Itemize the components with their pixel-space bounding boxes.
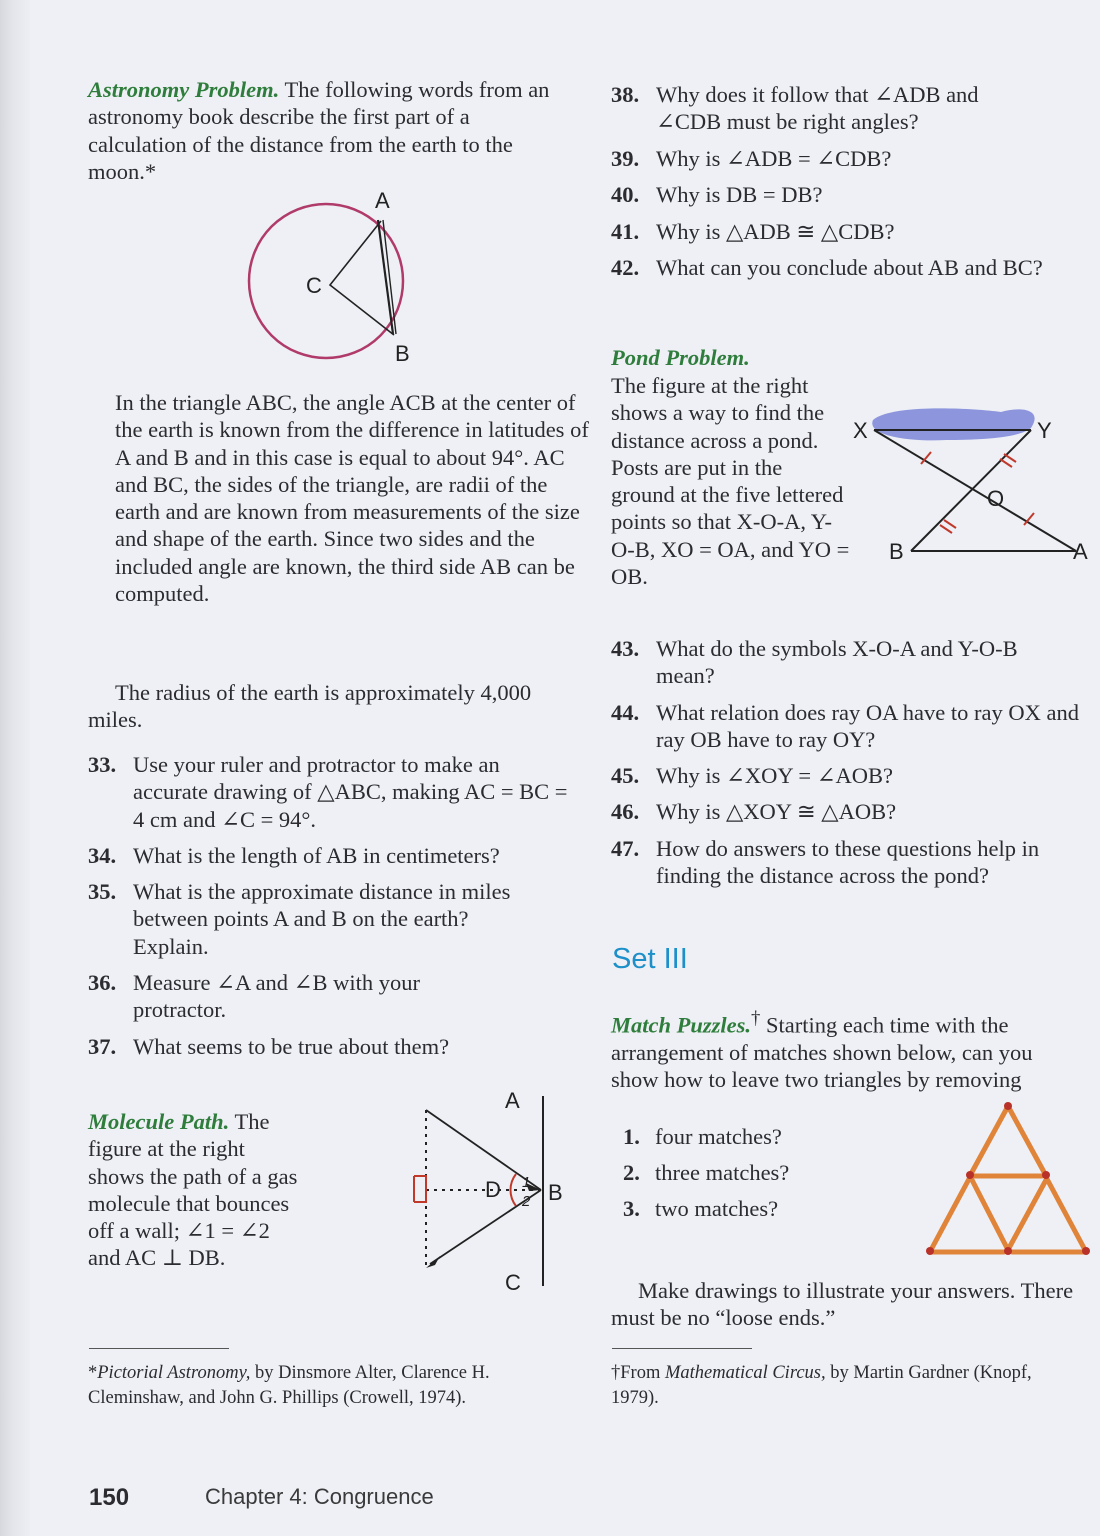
match-intro — [611, 1005, 1066, 1093]
footnote-rule — [612, 1348, 752, 1349]
astronomy-intro — [88, 76, 568, 185]
match-item-1 — [611, 1123, 911, 1150]
page-binding-shadow — [0, 0, 30, 1536]
match-heading: Match Puzzles. — [611, 1012, 752, 1038]
item-number: 2. — [623, 1160, 640, 1185]
item-text: four matches? — [655, 1124, 782, 1149]
problem-number: 34. — [88, 843, 117, 868]
label-b: B — [395, 341, 410, 366]
problem-number: 43. — [611, 636, 640, 661]
problem-text: Why does it follow that ∠ADB and ∠CDB must be right angles? — [656, 82, 979, 135]
footnote-title: Pictorial Astronomy, — [97, 1363, 251, 1383]
problem-number: 42. — [611, 255, 640, 280]
label-b: B — [548, 1180, 563, 1205]
pond-figure — [851, 406, 1091, 566]
molecule-paragraph — [88, 1108, 303, 1272]
segment-yb — [911, 430, 1031, 551]
problem-number: 44. — [611, 700, 640, 725]
match-item-2 — [611, 1159, 911, 1186]
angle-label-2: 2 — [522, 1193, 531, 1210]
problem-text: Why is ∠ADB = ∠CDB? — [656, 146, 892, 171]
problem-39 — [611, 145, 1081, 172]
dagger-marker: † — [751, 1008, 761, 1029]
label-d: D — [485, 1177, 501, 1202]
footnote-title: Mathematical Circus, — [664, 1363, 826, 1383]
footnote-match — [611, 1361, 1051, 1411]
astronomy-heading: Astronomy Problem. — [88, 77, 280, 102]
problem-43 — [611, 635, 1081, 690]
problem-text: Use your ruler and protractor to make an accurate drawing of △ABC, making AC = BC = 4 cm and ∠C = 94°. — [133, 752, 568, 832]
problem-40 — [611, 181, 1081, 208]
radius-note: The radius of the earth is approximately 4,000 miles. — [88, 680, 532, 733]
problem-38 — [611, 81, 1081, 136]
pond-text: The figure at the right shows a way to find the distance across a pond. Posts are put in the ground at the five lettered points so that X-O-A, Y-O-B, XO = OA, and YO = OB. — [611, 373, 850, 590]
footnote-marker: * — [88, 1363, 98, 1383]
problem-text: Why is △ADB ≅ △CDB? — [656, 219, 895, 244]
angle-label-1: 1 — [522, 1174, 531, 1191]
problem-number: 46. — [611, 799, 640, 824]
problem-47 — [611, 835, 1081, 890]
match-item-3 — [611, 1195, 911, 1222]
arrowhead-c — [426, 1256, 440, 1268]
problem-number: 41. — [611, 219, 640, 244]
footnote-marker: †From — [611, 1363, 665, 1383]
problem-text: Measure ∠A and ∠B with your protractor. — [133, 970, 421, 1023]
problem-37 — [88, 1033, 568, 1060]
problem-number: 33. — [88, 752, 117, 777]
astronomy-quote: In the triangle ABC, the angle ACB at the center of the earth is known from the difference in latitudes of A and B and in this case is equal to about 94°. AC and BC, the sides of the triangle, are radii of the earth and are known from measurements of the size and shape of the earth. Since two sides and the included angle are known, the third side AB can be computed. — [115, 390, 589, 607]
tick-ob-2 — [940, 525, 952, 533]
label-a: A — [375, 188, 390, 213]
problem-text: Why is △XOY ≅ △AOB? — [656, 799, 897, 824]
match-intro-text: Starting each time with the arrangement of matches shown below, can you show how to leave two triangles by removing — [611, 1012, 1033, 1093]
label-y: Y — [1037, 418, 1052, 443]
match-puzzle-figure — [916, 1096, 1091, 1261]
label-o: O — [987, 486, 1005, 511]
problem-text: What can you conclude about AB and BC? — [656, 255, 1043, 280]
label-x: X — [853, 418, 868, 443]
problem-35 — [88, 878, 568, 960]
footnote-astronomy — [88, 1361, 568, 1411]
problem-number: 38. — [611, 82, 640, 107]
molecule-text: The figure at the right shows the path of a gas molecule that bounces off a wall; ∠1 = ∠2 and AC ⊥ DB. — [88, 1109, 298, 1271]
pond-shape — [872, 408, 1034, 440]
pond-heading: Pond Problem. — [611, 345, 750, 370]
item-number: 1. — [623, 1124, 640, 1149]
label-b: B — [889, 539, 904, 564]
problem-number: 45. — [611, 763, 640, 788]
problem-41 — [611, 218, 1081, 245]
problem-text: How do answers to these questions help in finding the distance across the pond? — [656, 836, 1040, 889]
label-c: C — [505, 1270, 521, 1295]
page-number: 150 — [89, 1484, 130, 1511]
problem-text: What relation does ray OA have to ray OX and ray OB have to ray OY? — [656, 700, 1079, 753]
set-title: Set III — [612, 943, 688, 975]
left-column — [88, 76, 589, 1408]
earth-triangle-figure — [246, 183, 416, 373]
problem-44 — [611, 699, 1081, 754]
item-text: three matches? — [655, 1160, 790, 1185]
molecule-heading: Molecule Path. — [88, 1109, 230, 1134]
problem-text: What is the approximate distance in miles between points A and B on the earth? Explain. — [133, 879, 511, 959]
item-text: two matches? — [655, 1196, 779, 1221]
match-closing: Make drawings to illustrate your answers. There must be no “loose ends.” — [611, 1278, 1074, 1331]
problem-34 — [88, 842, 568, 869]
footnote-rule — [89, 1348, 229, 1349]
label-a: A — [505, 1088, 520, 1113]
problem-text: Why is ∠XOY = ∠AOB? — [656, 763, 894, 788]
problem-number: 39. — [611, 146, 640, 171]
problem-45 — [611, 762, 1081, 789]
footnote-text: by Dinsmore Alter, Clarence H. Cleminshaw, and John G. Phillips (Crowell, 1974). — [88, 1363, 490, 1408]
tick-yo-1 — [1004, 454, 1016, 462]
tick-yo-2 — [1000, 459, 1012, 467]
problem-number: 36. — [88, 970, 117, 995]
problem-33 — [88, 751, 568, 833]
problem-text: What seems to be true about them? — [133, 1034, 450, 1059]
problem-text: What do the symbols X-O-A and Y-O-B mean? — [656, 636, 1018, 689]
footnote-text: by Martin Gardner (Knopf, 1979). — [611, 1363, 1032, 1408]
matchsticks — [932, 1108, 1084, 1252]
astronomy-intro-text: The following words from an astronomy book describe the first part of a calculation of the distance from the earth to the moon.* — [88, 77, 550, 184]
problem-text: What is the length of AB in centimeters? — [133, 843, 500, 868]
item-number: 3. — [623, 1196, 640, 1221]
chapter-title: Chapter 4: Congruence — [205, 1484, 434, 1509]
segment-xa — [874, 430, 1076, 551]
problem-46 — [611, 798, 1081, 825]
problem-number: 47. — [611, 836, 640, 861]
problem-42 — [611, 254, 1081, 281]
label-a: A — [1073, 539, 1088, 564]
label-c: C — [306, 273, 322, 298]
tick-ob-1 — [944, 520, 956, 528]
problem-number: 40. — [611, 182, 640, 207]
problem-36 — [88, 969, 568, 1024]
problem-number: 37. — [88, 1034, 117, 1059]
problem-text: Why is DB = DB? — [656, 182, 823, 207]
molecule-path-figure — [388, 1088, 563, 1298]
right-angle-marker-top — [414, 1176, 426, 1202]
problem-number: 35. — [88, 879, 117, 904]
